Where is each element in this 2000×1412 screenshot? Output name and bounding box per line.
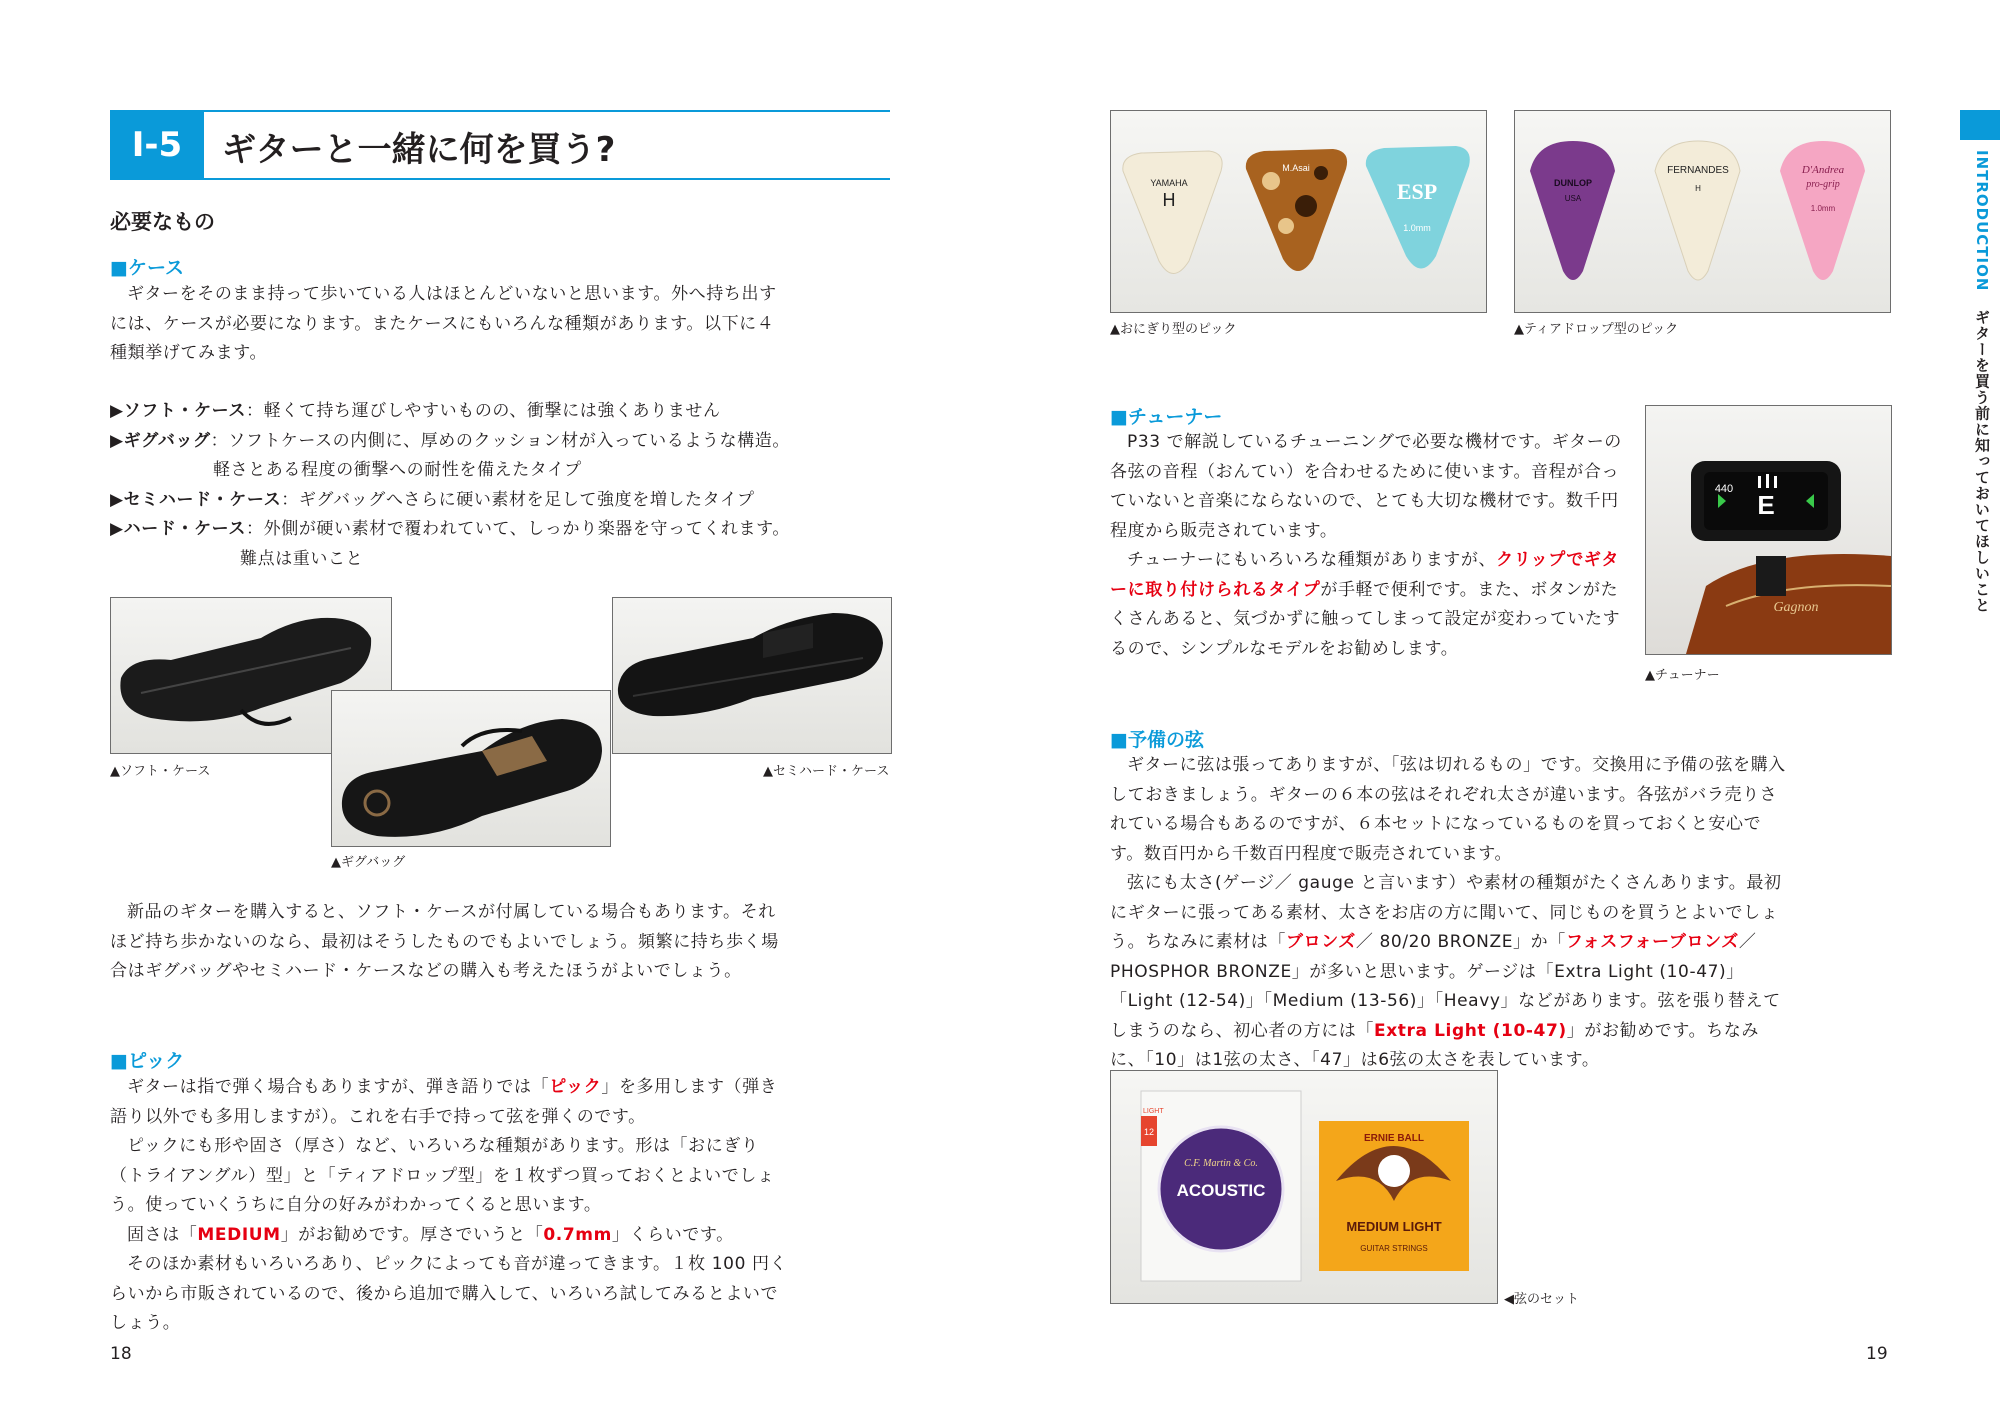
onigiri-picks-photo [1110,110,1487,313]
case-item-semihard [110,486,830,516]
semihard-case-caption: ▲セミハード・ケース [763,764,890,779]
pick-brand-yamaha: YAMAHA [1150,178,1188,188]
strings-p2-text-a: 弦にも太さ(ゲージ／ gauge と言います）や素材の種類がたくさんあります。最初にギターに張ってある素材、太さをお店の方に聞いて、同じものを買うとよいでしょう。ちなみに素材は「 [1110,873,1782,952]
pick-origin-dunlop: USA [1564,194,1582,203]
case-desc: ：軽くて持ち運びしやすいものの、衝撃には強くありません [246,401,721,421]
pick-model-dandrea: pro-grip [1806,179,1840,190]
tuner-paragraph-2 [1110,546,1625,664]
pick-paragraph-3 [110,1221,790,1251]
tuner-p2-text-a: チューナーにもいろいろな種類がありますが、 [1127,550,1497,570]
strings-heading: ■予備の弦 [1110,729,1204,751]
pick-paragraph-4: そのほか素材もいろいろあり、ピックによっても音が違ってきます。１枚 100 円くらいから市販されているので、後から追加で購入して、いろいろ試してみるとよいでしょう。 [110,1254,788,1333]
strings-p2-text-c: ／ PHOSPHOR BRONZE」が多いと思います。ゲージは「Extra Light (10-47)」「Light (12-54)」「Medium (13-56)」「Heavy」などがあります。弦を張り替えてしまうのなら、初心者の方には「 [1110,932,1781,1041]
strings-photo [1110,1070,1498,1304]
side-tab-text [1963,150,1993,613]
chapter-top-rule [110,110,890,112]
pick-gauge-dandrea: 1.0mm [1810,204,1836,213]
gig-bag-image [332,691,610,846]
phosphor-bronze-highlight: フォスフォーブロンズ [1565,932,1739,952]
pick-p3-text-a: 固さは「 [127,1224,198,1245]
pick-brand-dandrea: D'Andrea [1801,164,1845,176]
pick-heading: ■ピック [110,1050,185,1072]
clip-tuner-highlight: クリップでギターに取り付けられるタイプ [1110,550,1619,600]
tuner-heading: ■チューナー [1110,406,1223,428]
tuner-photo [1645,405,1892,655]
pick-paragraph-2: ピックにも形や固さ（厚さ）など、いろいろな種類があります。形は「おにぎり（トライアングル）型」と「ティアドロップ型」を１枚ずつ買っておくとよいでしょう。使っていくうちに自分の好みがわかってくると思います。 [110,1136,775,1215]
tuner-display-note: E [1757,490,1775,520]
pick-p3-text-b: 」がお勧めです。厚さでいうと「 [280,1224,544,1245]
pick-mark-fernandes: H [1695,184,1701,193]
strings-caption: ◀弦のセット [1504,1292,1579,1307]
martin-pack-brand: C.F. Martin & Co. [1184,1158,1258,1169]
martin-pack-tag: LIGHT [1143,1108,1164,1115]
strings-p2-text-d: 」がお勧めです。ちなみに、「10」は1弦の太さ、「47」は6弦の太さを表しています。 [1110,1020,1760,1070]
onigiri-picks-image [1111,111,1486,312]
teardrop-picks-photo [1514,110,1891,313]
case-term: ▶ソフト・ケース [110,401,247,421]
case-desc: ：外側が硬い素材で覆われていて、しっかり楽器を守ってくれます。 [246,519,790,539]
gig-bag-caption: ▲ギグバッグ [331,855,406,870]
case-item-gig-cont [110,456,830,486]
pick-brand-dunlop: DUNLOP [1554,178,1592,188]
pick-brand-esp: ESP [1396,179,1438,204]
page-number-right: 19 [1866,1344,1888,1364]
ernieball-pack-name: MEDIUM LIGHT [1346,1219,1442,1234]
section-subtitle: 必要なもの [110,210,215,234]
page-number-left: 18 [110,1344,132,1364]
case-item-soft [110,397,830,427]
pick-highlight: ピック [549,1077,602,1097]
tuner-paragraph-1: P33 で解説しているチューニングで必要な機材です。ギターの各弦の音程（おんてい）を合わせるために使います。音程が合っていないと音楽にならないので、とても大切な機材です。数千円程度から販売されています。 [1110,432,1622,541]
soft-case-caption: ▲ソフト・ケース [110,764,211,779]
strings-p2-text-b: ／ 80/20 BRONZE」か「 [1355,932,1566,952]
case-desc: ：ソフトケースの内側に、厚めのクッション材が入っているような構造。 [210,430,790,451]
case-desc: 軽さとある程度の衝撃への耐性を備えたタイプ [213,460,582,480]
case-term: ▶ハード・ケース [110,519,247,539]
pick-p1-text-a: ギターは指で弾く場合もありますが、弾き語りでは「 [127,1077,550,1097]
tuner-image [1646,406,1891,654]
chapter-number-badge: I-5 [110,110,204,180]
thickness-highlight: 0.7mm [543,1224,612,1245]
teardrop-picks-image [1515,111,1890,312]
martin-pack-gauge: 12 [1143,1127,1155,1137]
onigiri-caption: ▲おにぎり型のピック [1110,322,1237,337]
chapter-bottom-rule [110,178,890,180]
case-closing-paragraph: 新品のギターを購入すると、ソフト・ケースが付属している場合もあります。それほど持ち歩かないのなら、最初はそうしたものでもよいでしょう。頻繁に持ち歩く場合はギグバッグやセミハード・ケースなどの購入も考えたほうがよいでしょう。 [110,902,779,981]
ernieball-pack-brand: ERNIE BALL [1364,1133,1424,1144]
pick-brand-masai: M.Asai [1282,163,1310,173]
case-item-hard-cont [110,545,830,575]
guitar-headstock-logo: Gagnon [1773,600,1819,615]
case-term: ▶ギグバッグ [110,430,211,451]
pick-gauge-esp: 1.0mm [1403,223,1431,233]
case-term: ▶セミハード・ケース [110,489,282,510]
side-tab-label: INTRODUCTION [1973,150,1991,292]
case-item-gig [110,427,830,457]
pick-paragraph-1 [110,1073,790,1132]
semihard-case-photo [612,597,892,754]
pick-p3-text-c: 」くらいです。 [611,1224,734,1245]
case-types-list [110,397,830,574]
tuner-caption: ▲チューナー [1645,668,1720,683]
extra-light-highlight: Extra Light (10-47) [1374,1020,1567,1041]
strings-image [1111,1071,1497,1303]
ernieball-pack-sub: GUITAR STRINGS [1360,1244,1428,1253]
pick-body [110,1073,790,1339]
chapter-header [110,110,890,180]
side-tab-title: ギターを買う前に知っておいてほしいこと [1973,309,1991,614]
tuner-body [1110,428,1625,664]
case-desc: 難点は重いこと [240,548,364,569]
semihard-case-image [613,598,891,753]
strings-paragraph-1: ギターに弦は張ってありますが、「弦は切れるもの」です。交換用に予備の弦を購入しておきましょう。ギターの６本の弦はそれぞれ太さが違います。各弦がバラ売りされている場合もあるのですが、６本セットになっているものを買っておくと安心です。数百円から千数百円程度で販売されています。 [1110,755,1786,864]
gig-bag-photo [331,690,611,847]
martin-pack-name: ACOUSTIC [1176,1181,1266,1200]
strings-body [1110,751,1790,1076]
pick-p1-text-b: 」を多用します（弾き語り以外でも多用しますが）。これを右手で持って弦を弾くのです。 [110,1077,778,1127]
medium-highlight: MEDIUM [197,1224,281,1245]
chapter-title: ギターと一緒に何を買う? [222,130,616,170]
bronze-highlight: ブロンズ [1286,932,1356,952]
pick-brand-fernandes: FERNANDES [1667,165,1729,176]
teardrop-caption: ▲ティアドロップ型のピック [1514,322,1679,337]
tuner-p2-text-b: が手軽で便利です。また、ボタンがたくさんあると、気づかずに触ってしまって設定が変わっていたするので、シンプルなモデルをお勧めします。 [1110,579,1621,659]
strings-paragraph-2 [1110,869,1790,1076]
pick-mark-yamaha: H [1162,190,1176,210]
case-desc: ：ギグバッグへさらに硬い素材を足して強度を増したタイプ [281,489,755,510]
case-intro-paragraph: ギターをそのまま持って歩いている人はほとんどいないと思います。外へ持ち出すには、ケースが必要になります。またケースにもいろんな種類があります。以下に４種類挙げてみます。 [110,284,777,363]
case-heading: ■ケース [110,257,185,279]
tuner-display-freq: 440 [1714,483,1734,495]
side-tab [1960,110,2000,140]
case-item-hard [110,515,830,545]
